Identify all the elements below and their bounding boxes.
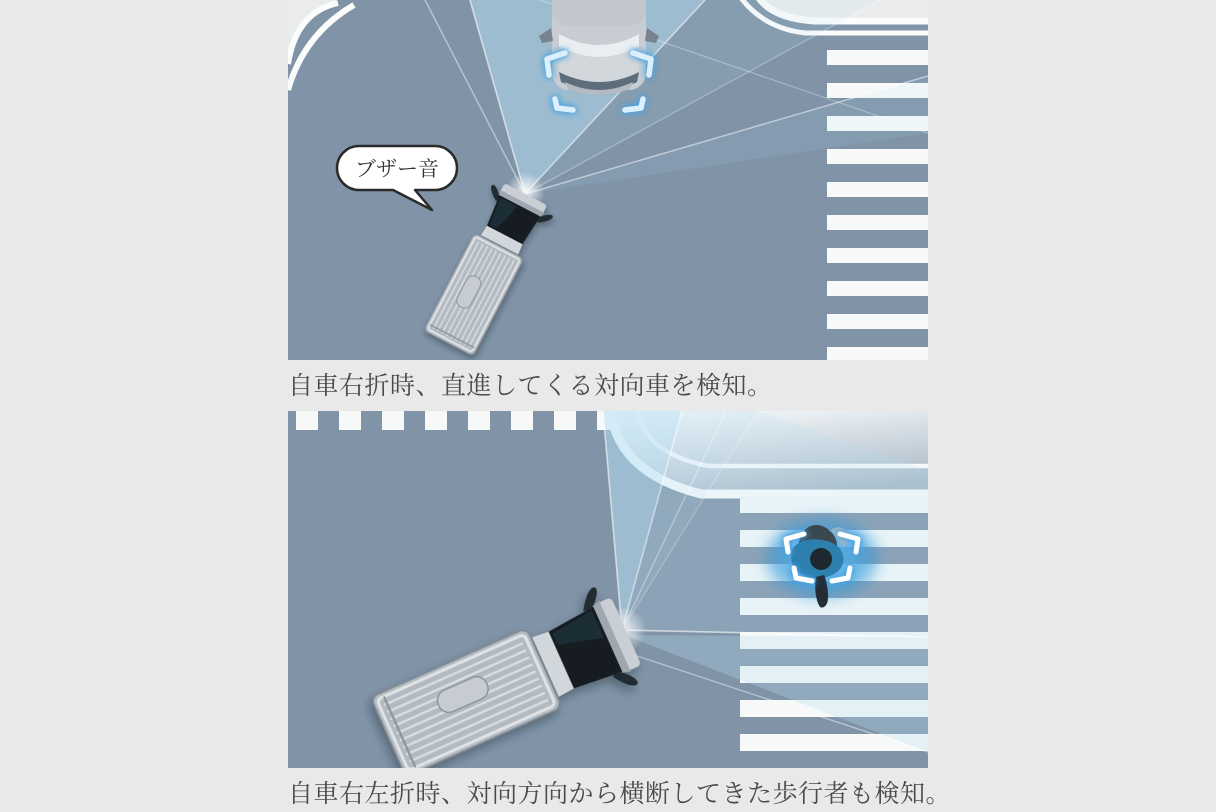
- oncoming-car: [539, 0, 659, 95]
- figure-turn-crossing-pedestrian: [288, 411, 928, 768]
- figure1-caption: 自車右折時、直進してくる対向車を検知。: [288, 372, 773, 400]
- intersection-scene-top: [288, 0, 928, 360]
- pedestrian-head: [810, 548, 832, 570]
- intersection-scene-bottom: [288, 411, 928, 768]
- figure-right-turn-oncoming-car: [288, 0, 928, 360]
- buzzer-bubble-label: ブザー音: [355, 158, 439, 181]
- figure2-caption: 自車右左折時、対向方向から横断してきた歩行者も検知。: [288, 780, 952, 808]
